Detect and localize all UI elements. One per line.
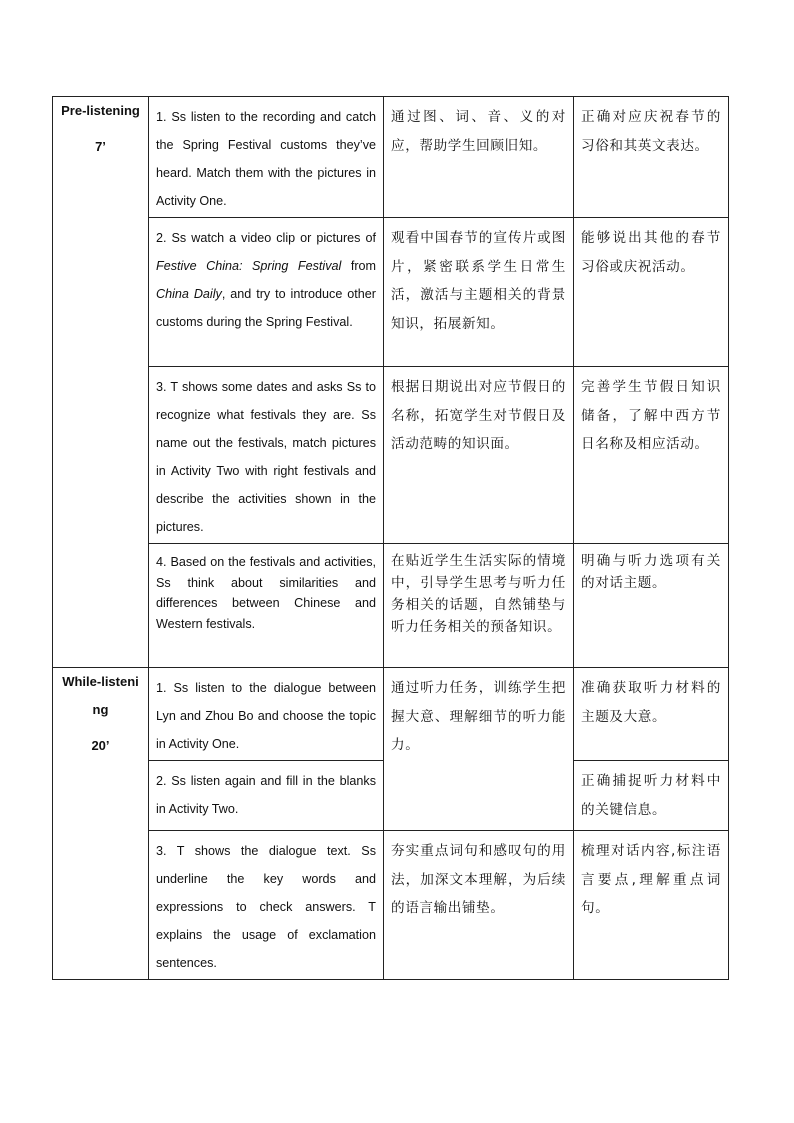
outcome-cell: 正确对应庆祝春节的习俗和其英文表达。 <box>574 97 729 218</box>
purpose-cell: 观看中国春节的宣传片或图片，紧密联系学生日常生活，激活与主题相关的背景知识，拓展新知。 <box>384 218 574 367</box>
activity-cell: 1. Ss listen to the recording and catch the Spring Festival customs they’ve heard. Match them with the pictures in Activity One. <box>149 97 384 218</box>
activity-cell: 2. Ss listen again and fill in the blanks in Activity Two. <box>149 761 384 831</box>
purpose-cell: 在贴近学生生活实际的情境中，引导学生思考与听力任务相关的话题，自然铺垫与听力任务相关的预备知识。 <box>384 544 574 668</box>
stage-name: While-listening <box>62 674 139 717</box>
lesson-plan-table <box>52 96 729 980</box>
table-row <box>53 97 729 218</box>
activity-text: 2. Ss watch a video clip or pictures of <box>156 231 376 245</box>
activity-text: from <box>341 259 377 273</box>
table-row <box>53 218 729 367</box>
outcome-cell: 完善学生节假日知识储备，了解中西方节日名称及相应活动。 <box>574 367 729 544</box>
stage-cell-pre-listening <box>53 97 149 668</box>
outcome-cell: 准确获取听力材料的主题及大意。 <box>574 668 729 761</box>
stage-name: Pre-listening <box>61 103 140 118</box>
table-row <box>53 831 729 980</box>
outcome-cell: 正确捕捉听力材料中的关键信息。 <box>574 761 729 831</box>
stage-cell-while-listening <box>53 668 149 980</box>
source-name: China Daily <box>156 287 222 301</box>
activity-text: , and try to introduce other customs during the Spring Festival. <box>156 287 376 329</box>
table-row <box>53 367 729 544</box>
stage-time: 20’ <box>91 738 110 753</box>
purpose-cell: 夯实重点词句和感叹句的用法，加深文本理解，为后续的语言输出铺垫。 <box>384 831 574 980</box>
purpose-cell: 通过听力任务，训练学生把握大意、理解细节的听力能力。 <box>384 668 574 831</box>
activity-cell: 4. Based on the festivals and activities, Ss think about similarities and differences between Chinese and Western festivals. <box>149 544 384 668</box>
table-row <box>53 668 729 761</box>
purpose-cell: 通过图、词、音、义的对应，帮助学生回顾旧知。 <box>384 97 574 218</box>
activity-cell: 3. T shows some dates and asks Ss to recognize what festivals they are. Ss name out the festivals, match pictures in Activity Two with right festivals and describe the activities shown in the pictures. <box>149 367 384 544</box>
activity-cell <box>149 218 384 367</box>
table-row <box>53 544 729 668</box>
purpose-cell: 根据日期说出对应节假日的名称，拓宽学生对节假日及活动范畴的知识面。 <box>384 367 574 544</box>
stage-time: 7’ <box>95 139 106 154</box>
outcome-cell: 能够说出其他的春节习俗或庆祝活动。 <box>574 218 729 367</box>
activity-cell: 1. Ss listen to the dialogue between Lyn and Zhou Bo and choose the topic in Activity One. <box>149 668 384 761</box>
video-title: Festive China: Spring Festival <box>156 259 342 273</box>
activity-cell: 3. T shows the dialogue text. Ss underline the key words and expressions to check answers. T explains the usage of exclamation sentences. <box>149 831 384 980</box>
outcome-cell: 明确与听力选项有关的对话主题。 <box>574 544 729 668</box>
outcome-cell: 梳理对话内容,标注语言要点,理解重点词句。 <box>574 831 729 980</box>
